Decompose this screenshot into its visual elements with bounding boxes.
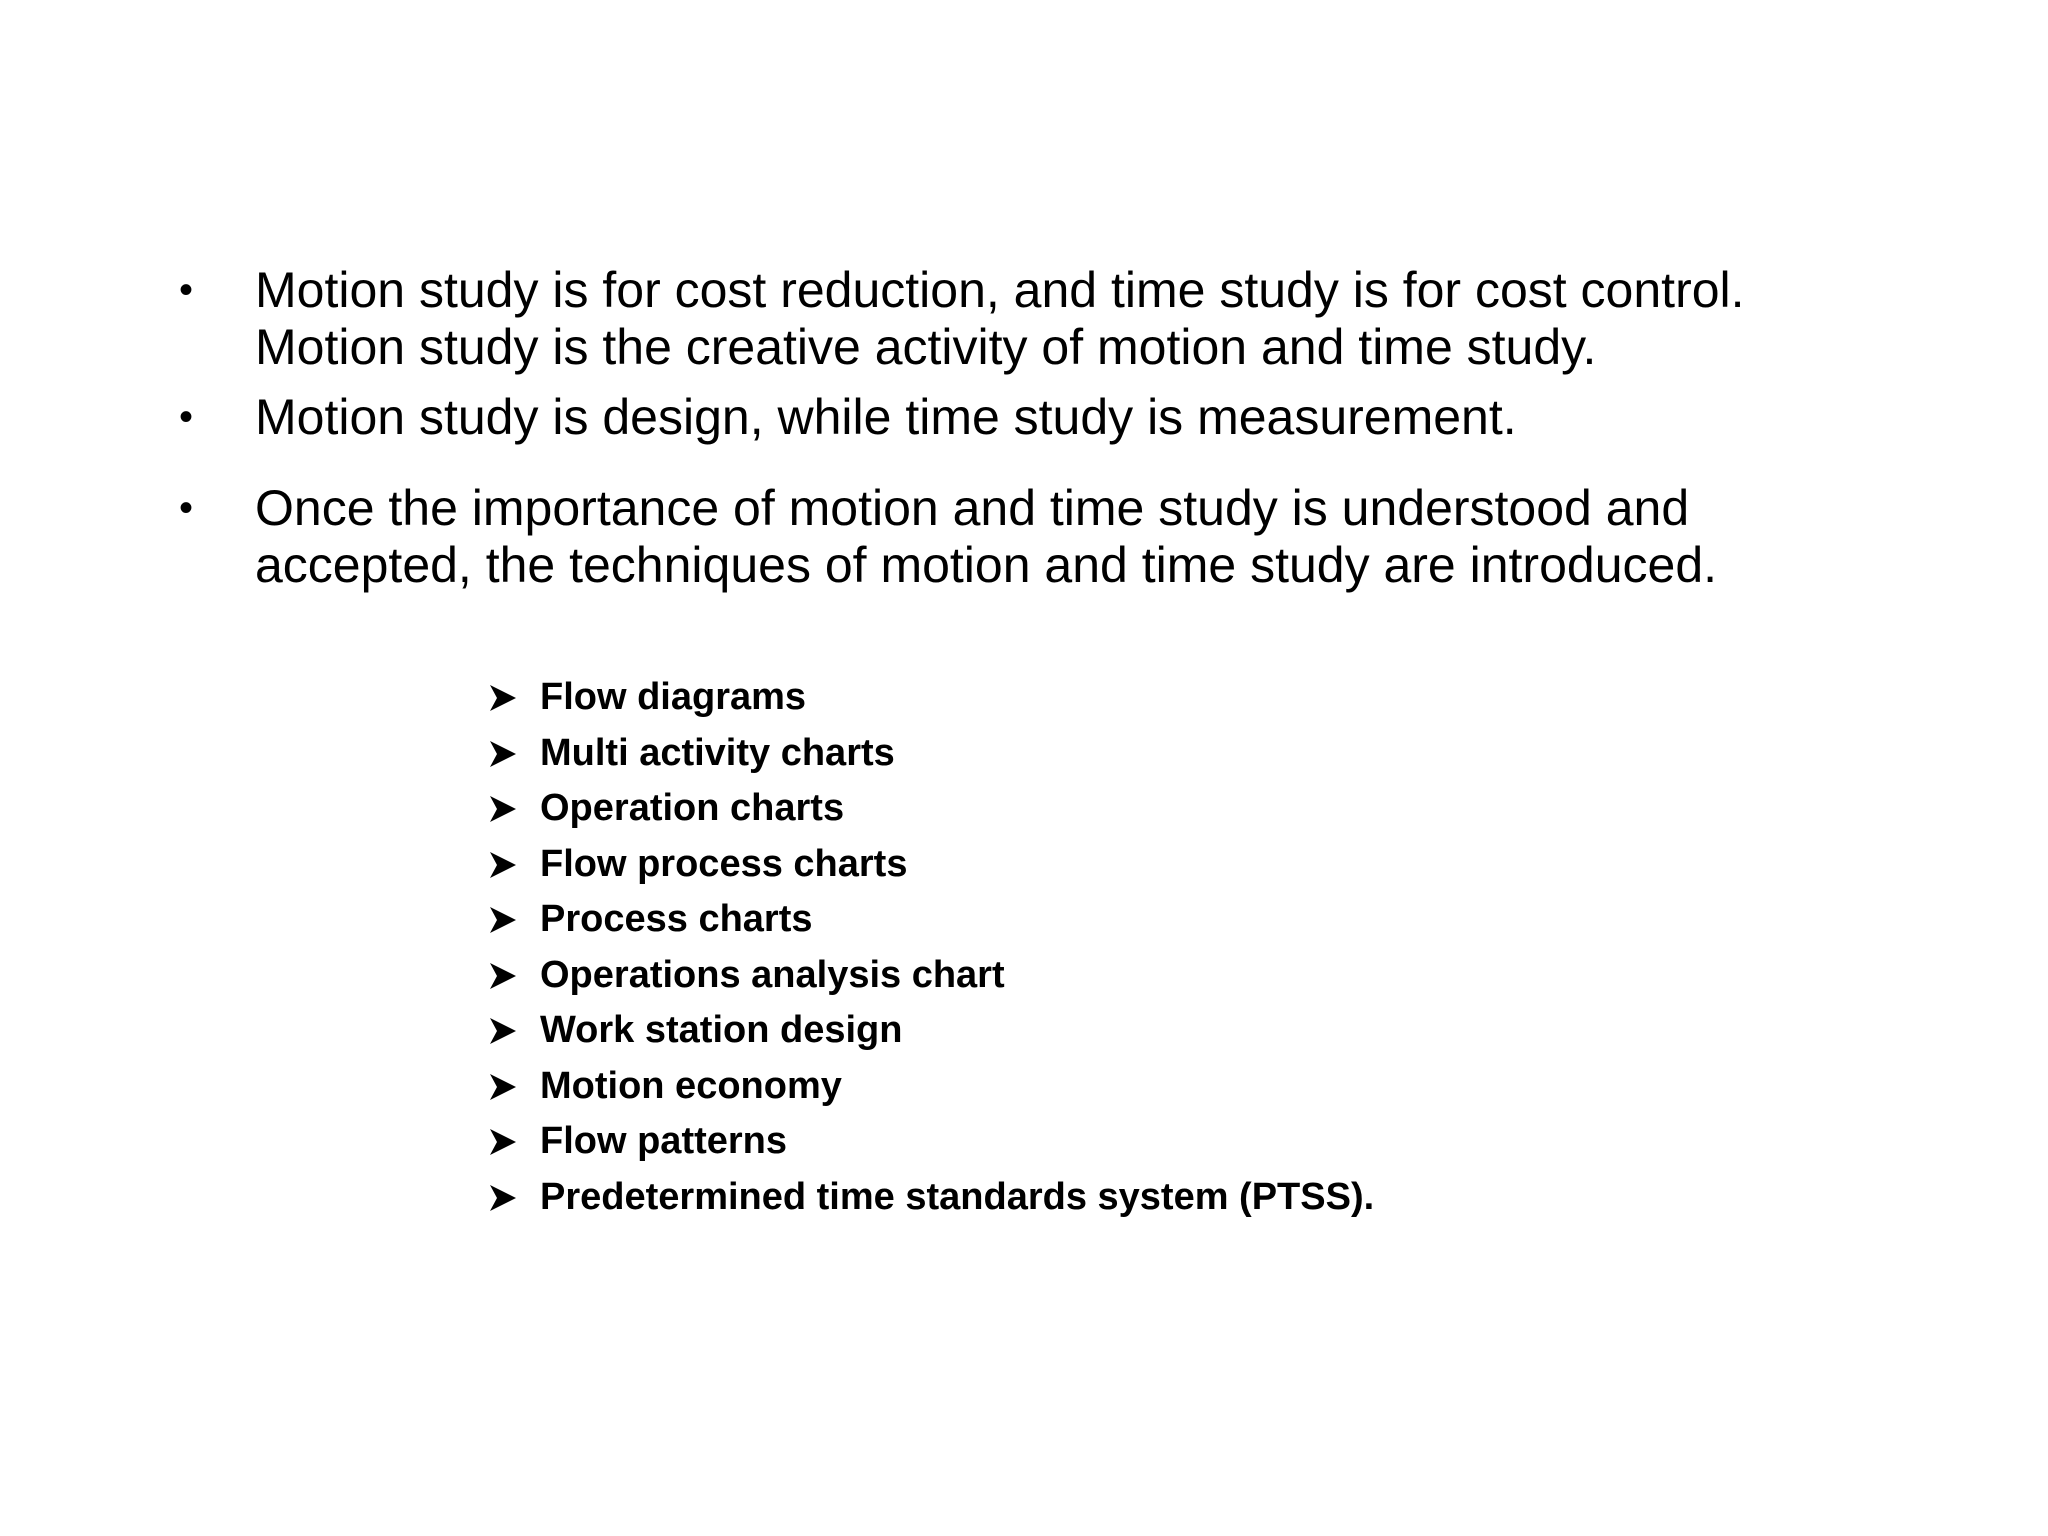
bullet-text-line: Motion study is design, while time study is measurement. [255, 389, 1517, 445]
technique-item [488, 948, 1374, 1004]
arrowhead-icon [488, 683, 518, 713]
arrowhead-icon [488, 1072, 518, 1102]
technique-item [488, 781, 1374, 837]
bullet-text-line: Motion study is the creative activity of motion and time study. [255, 319, 1597, 375]
bullet-text-line: Once the importance of motion and time study is understood and [255, 480, 1690, 536]
technique-label: Motion economy [540, 1064, 842, 1107]
technique-label: Multi activity charts [540, 731, 895, 774]
arrowhead-icon [488, 961, 518, 991]
bullet-item-cost [175, 262, 1895, 376]
arrowhead-icon [488, 1127, 518, 1157]
technique-label: Process charts [540, 898, 813, 940]
technique-item [488, 1170, 1374, 1226]
arrowhead-icon [488, 905, 518, 935]
technique-item [488, 1114, 1374, 1170]
techniques-list [488, 670, 1374, 1225]
bullet-dot-icon: • [179, 486, 194, 530]
arrowhead-icon [488, 739, 518, 769]
bullet-dot-icon: • [179, 268, 194, 312]
arrowhead-icon [488, 1016, 518, 1046]
bullet-text-line: Motion study is for cost reduction, and time study is for cost control. [255, 262, 1745, 318]
arrowhead-icon [488, 1183, 518, 1213]
arrowhead-icon [488, 794, 518, 824]
bullet-text-line: accepted, the techniques of motion and time study are introduced. [255, 537, 1718, 593]
technique-item [488, 837, 1374, 893]
technique-label: Predetermined time standards system (PTSS). [540, 1175, 1375, 1218]
technique-item [488, 670, 1374, 726]
technique-item [488, 1003, 1374, 1059]
technique-label: Work station design [540, 1009, 903, 1051]
arrowhead-icon [488, 850, 518, 880]
technique-label: Flow process charts [540, 842, 908, 885]
bullet-dot-icon: • [179, 395, 194, 439]
bullet-item-importance [175, 480, 1895, 594]
bullet-item-design [175, 389, 1895, 446]
technique-label: Flow diagrams [540, 676, 807, 718]
technique-label: Flow patterns [540, 1120, 788, 1162]
technique-item [488, 726, 1374, 782]
technique-item [488, 892, 1374, 948]
technique-label: Operation charts [540, 787, 845, 829]
technique-label: Operations analysis chart [540, 953, 1005, 996]
technique-item [488, 1059, 1374, 1115]
main-bullet-list [175, 262, 1895, 594]
